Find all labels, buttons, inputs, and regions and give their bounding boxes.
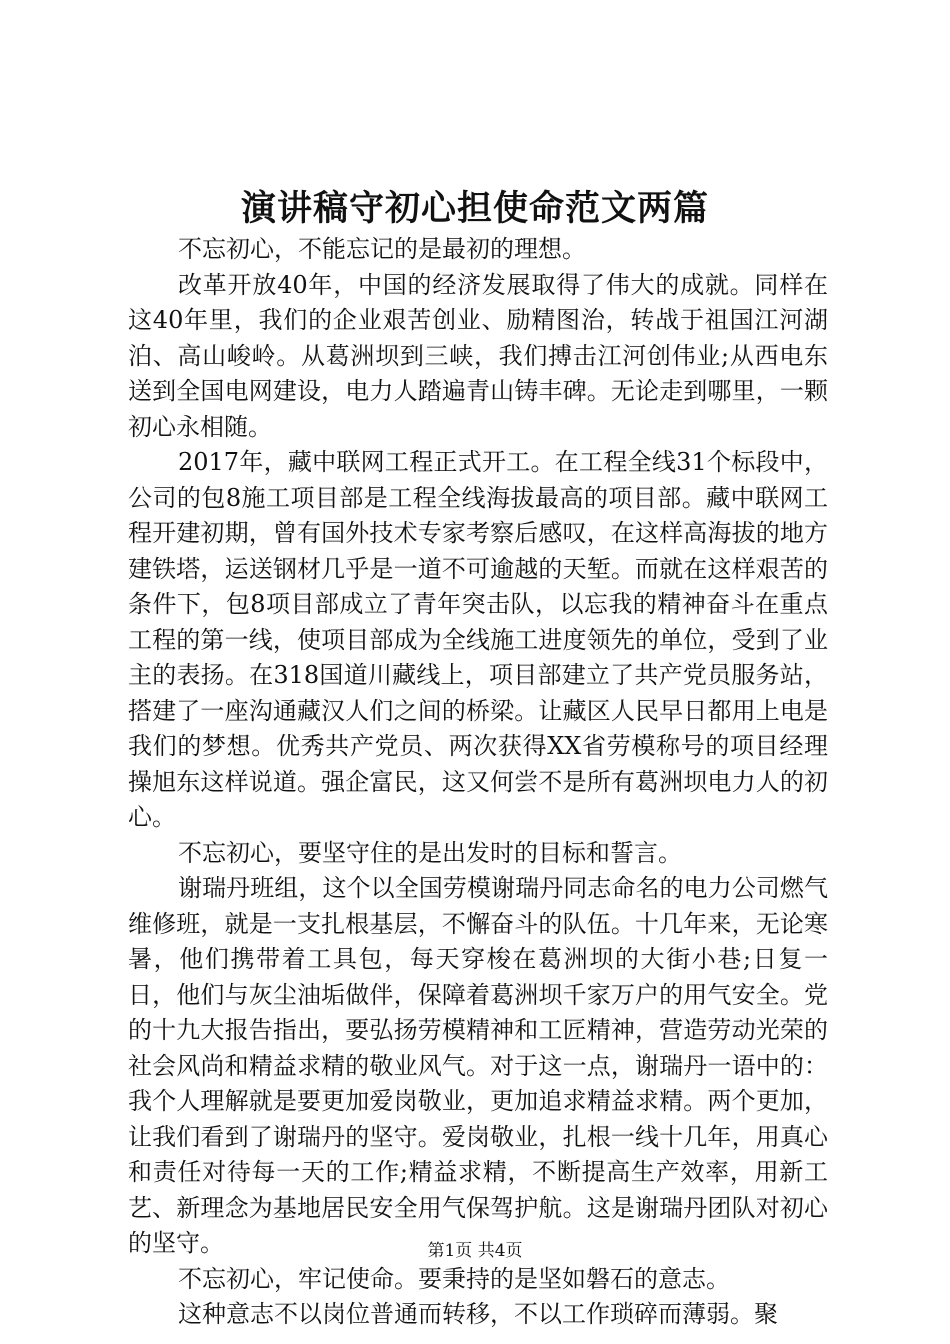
paragraph: 不忘初心，要坚守住的是出发时的目标和誓言。 bbox=[178, 838, 682, 867]
paragraph: 不忘初心，牢记使命。要秉持的是坚如磐石的意志。 bbox=[178, 1264, 730, 1293]
paragraph: 改革开放40年，中国的经济发展取得了伟大的成就。同样在这40年里，我们的企业艰苦创业、励精图治，转战于祖国江河湖泊、高山峻岭。从葛洲坝到三峡，我们搏击江河创伟业;从西电东送到全国电网建设，电力人踏遍青山铸丰碑。无论走到哪里，一颗初心永相随。 bbox=[128, 270, 828, 441]
paragraph: 2017年，藏中联网工程正式开工。在工程全线31个标段中，公司的包8施工项目部是工程全线海拔最高的项目部。藏中联网工程开建初期，曾有国外技术专家考察后感叹，在这样高海拔的地方建铁塔，运送钢材几乎是一道不可逾越的天堑。而就在这样艰苦的条件下，包8项目部成立了青年突击队，以忘我的精神奋斗在重点工程的第一线，使项目部成为全线施工进度领先的单位，受到了业主的表扬。在318国道川藏线上，项目部建立了共产党员服务站，搭建了一座沟通藏汉人们之间的桥梁。让藏区人民早日都用上电是我们的梦想。优秀共产党员、两次获得XX省劳模称号的项目经理操旭东这样说道。强企富民，这又何尝不是所有葛洲坝电力人的初心。 bbox=[128, 448, 828, 831]
paragraph: 谢瑞丹班组，这个以全国劳模谢瑞丹同志命名的电力公司燃气维修班，就是一支扎根基层，不懈奋斗的队伍。十几年来，无论寒暑，他们携带着工具包，每天穿梭在葛洲坝的大街小巷;日复一日，他们与灰尘油垢做伴，保障着葛洲坝千家万户的用气安全。党的十九大报告指出，要弘扬劳模精神和工匠精神，营造劳动光荣的社会风尚和精益求精的敬业风气。对于这一点，谢瑞丹一语中的：我个人理解就是要更加爱岗敬业，更加追求精益求精。两个更加，让我们看到了谢瑞丹的坚守。爱岗敬业，扎根一线十几年，用真心和责任对待每一天的工作;精益求精，不断提高生产效率，用新工艺、新理念为基地居民安全用气保驾护航。这是谢瑞丹团队对初心的坚守。 bbox=[128, 874, 828, 1257]
page-number-footer: 第1页 共4页 bbox=[427, 1241, 523, 1261]
document-body bbox=[128, 232, 828, 1333]
document-title: 演讲稿守初心担使命范文两篇 bbox=[240, 188, 709, 229]
paragraph: 这种意志不以岗位普通而转移，不以工作琐碎而薄弱。聚 bbox=[178, 1300, 778, 1328]
paragraph: 不忘初心，不能忘记的是最初的理想。 bbox=[178, 235, 586, 263]
